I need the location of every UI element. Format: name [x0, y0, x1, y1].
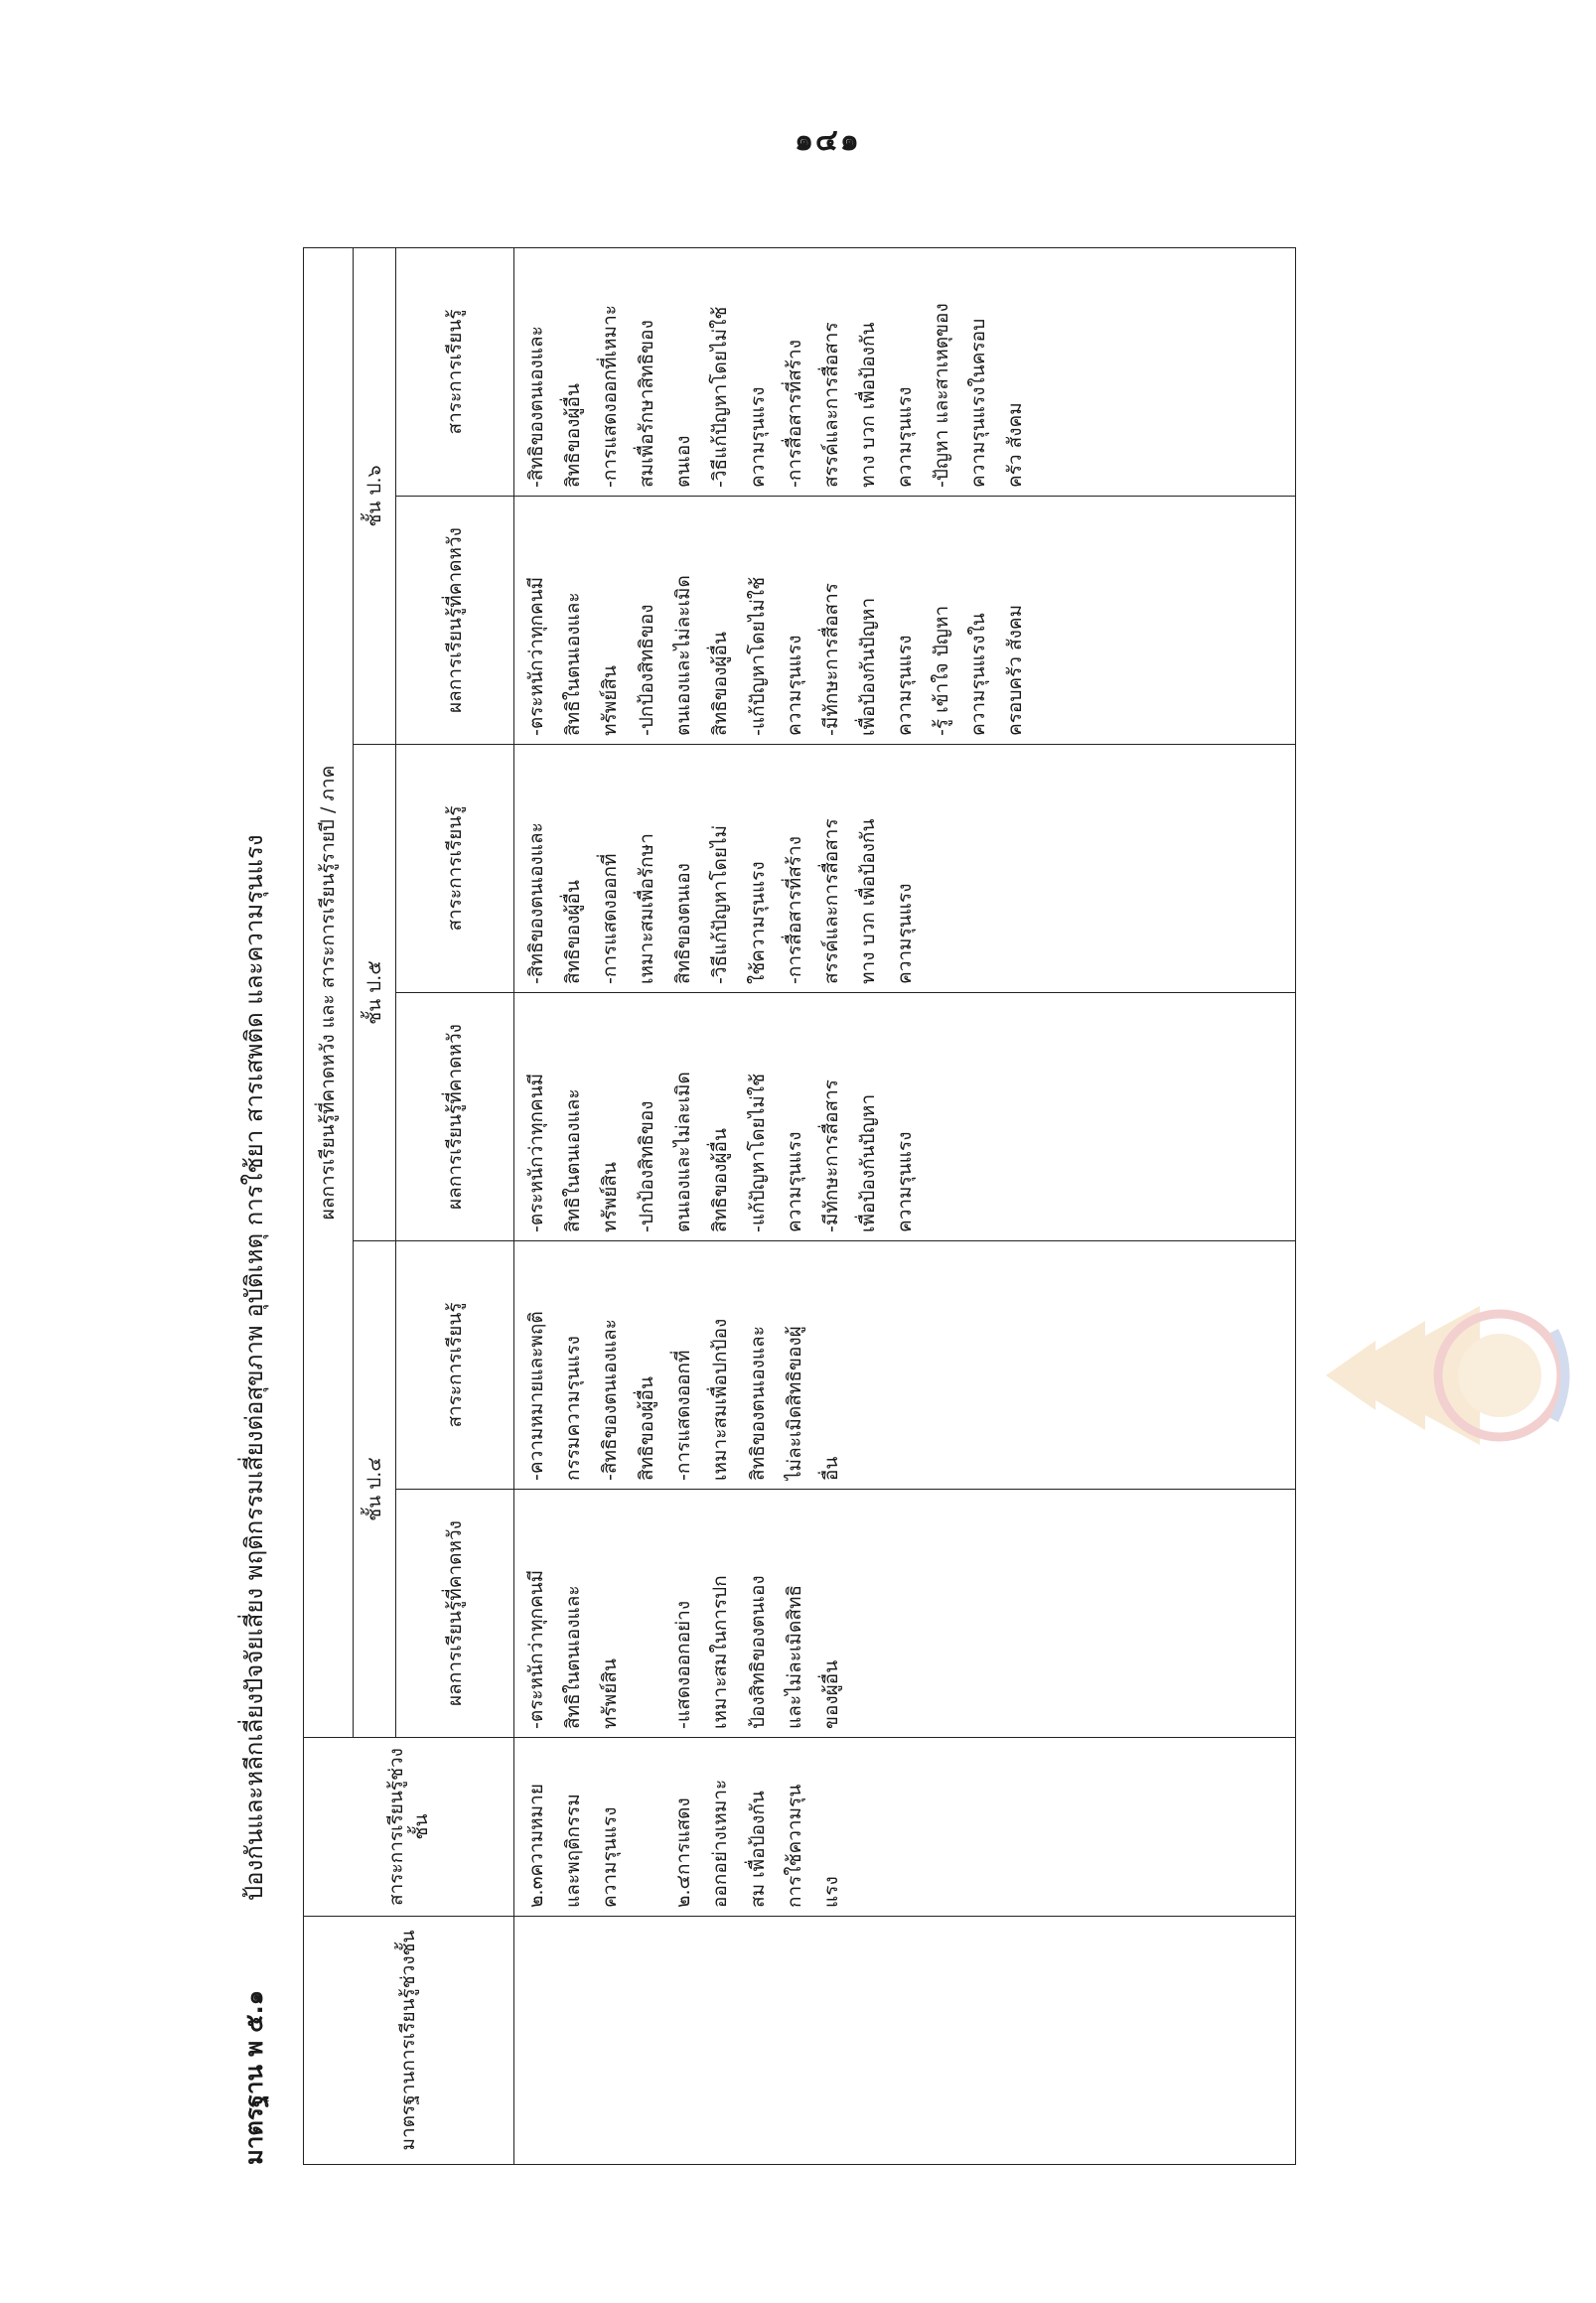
cell-line: ครอบครัว สังคม — [1003, 604, 1026, 736]
cell-line: -วิธีแก้ปัญหาโดยไม่ใช้ — [709, 306, 732, 488]
cell-line: สิทธิของตนเอง — [672, 863, 695, 984]
cell-line: เหมาะสมเพื่อรักษา — [636, 833, 658, 984]
header-p6-content: สาระการเรียนรู้ — [396, 247, 514, 496]
cell-line: -ปัญหา และสาเหตุของ — [930, 303, 952, 488]
cell-line: กรรมความรุนแรง — [562, 1336, 585, 1481]
cell-p4-content — [514, 1241, 1296, 1490]
cell-p6-result — [514, 497, 1296, 745]
cell-line — [629, 1498, 665, 1729]
cell-line: ใช้ความรุนแรง — [746, 861, 769, 984]
cell-line: ทรัพย์สิน — [599, 665, 622, 736]
learning-standard-table — [303, 247, 1296, 2165]
cell-line: -วิธีแก้ปัญหาโดยไม่ — [709, 824, 732, 984]
cell-line: ความรุนแรง — [783, 1131, 805, 1232]
cell-line: -การแสดงออกที่ — [672, 1350, 695, 1481]
cell-line: ทรัพย์สิน — [599, 1162, 622, 1232]
cell-line: ของผู้อื่น — [819, 1659, 842, 1729]
cell-line: อื่น — [819, 1456, 842, 1481]
cell-line: -ตระหนักว่าทุกคนมี — [525, 1073, 548, 1232]
cell-line: ไม่ละเมิดสิทธิของผู้ — [783, 1326, 805, 1481]
cell-line: -การแสดงออกที่เหมาะ — [599, 305, 622, 488]
cell-line: -ความหมายและพฤติ — [525, 1311, 548, 1481]
cell-line: ความรุนแรง — [893, 386, 916, 488]
cell-line: สมเพื่อรักษาสิทธิของ — [636, 320, 658, 488]
header-p6-result: ผลการเรียนรู้ที่คาดหวัง — [396, 497, 514, 745]
header-p4-content: สาระการเรียนรู้ — [396, 1241, 514, 1490]
cell-line: -มีทักษะการสื่อสาร — [819, 583, 842, 736]
cell-line: -แสดงออกอย่าง — [672, 1600, 695, 1729]
cell-line: ความรุนแรงใน — [966, 613, 989, 736]
cell-p4-result — [514, 1490, 1296, 1738]
cell-line: ออกอย่างเหมาะ — [709, 1779, 732, 1908]
cell-line: ครัว สังคม — [1003, 402, 1026, 488]
cell-line: -ตระหนักว่าทุกคนมี — [525, 1569, 548, 1729]
cell-line: แรง — [819, 1876, 842, 1908]
cell-line: ๒.๔การแสดง — [672, 1798, 695, 1908]
page-number: ๑๔๑ — [795, 123, 861, 158]
cell-line: สิทธิในตนเองและ — [562, 592, 585, 736]
standard-text: ป้องกันและหลีกเลี่ยงปัจจัยเสี่ยง พฤติกรรมเสี่ยงต่อสุขภาพ อุบัติเหตุ การใช้ยา สารเสพติด และความรุนแรง — [239, 834, 268, 1902]
rotated-page-content — [223, 248, 1316, 2165]
cell-line: -แก้ปัญหาโดยไม่ใช้ — [746, 577, 769, 736]
cell-line: สิทธิของตนเองและ — [746, 1326, 769, 1481]
header-grade-p6: ชั้น ป.๖ — [354, 247, 396, 744]
emblem-watermark-icon — [1316, 1261, 1574, 1490]
cell-line: ตนเองและไม่ละเมิด — [672, 1072, 695, 1232]
cell-line: สิทธิของผู้อื่น — [562, 880, 585, 984]
header-p4-result: ผลการเรียนรู้ที่คาดหวัง — [396, 1490, 514, 1738]
cell-line: ป้องสิทธิของตนเอง — [746, 1575, 769, 1729]
cell-standard — [514, 1917, 1296, 2165]
table-area — [303, 248, 1296, 2165]
header-grade-p5: ชั้น ป.๕ — [354, 745, 396, 1241]
header-p5-content: สาระการเรียนรู้ — [396, 745, 514, 993]
cell-line: -ปกป้องสิทธิของ — [636, 1100, 658, 1232]
cell-line: -รู้ เข้าใจ ปัญหา — [930, 605, 952, 736]
header-standard: มาตรฐานการเรียนรู้ช่วงชั้น — [304, 1917, 514, 2165]
cell-line: ความรุนแรง — [746, 386, 769, 488]
standard-code: มาตรฐาน พ ๕.๑ — [239, 1990, 268, 2165]
cell-line: -การแสดงออกที่ — [599, 853, 622, 984]
header-p5-result: ผลการเรียนรู้ที่คาดหวัง — [396, 993, 514, 1241]
cell-line: -ตระหนักว่าทุกคนมี — [525, 576, 548, 736]
cell-line: การใช้ความรุน — [783, 1784, 805, 1908]
cell-p5-content — [514, 745, 1296, 993]
cell-line: ความรุนแรง — [893, 635, 916, 736]
cell-line: -สิทธิของตนเองและ — [525, 326, 548, 488]
cell-line: และพฤติกรรม — [562, 1794, 585, 1908]
cell-line: ความรุนแรงในครอบ — [966, 318, 989, 488]
cell-line: ทรัพย์สิน — [599, 1658, 622, 1729]
cell-line: สิทธิของผู้อื่น — [709, 1128, 732, 1232]
cell-line: ตนเอง — [672, 435, 695, 488]
cell-line: สรรค์และการสื่อสาร — [819, 322, 842, 488]
header-results-group: ผลการเรียนรู้ที่คาดหวัง และ สาระการเรียนรู้รายปี / ภาค — [304, 247, 354, 1737]
cell-line: สิทธิของผู้อื่น — [709, 632, 732, 736]
cell-line: สิทธิของผู้อื่น — [562, 383, 585, 488]
header-grade-p4: ชั้น ป.๔ — [354, 1241, 396, 1738]
cell-p5-result — [514, 993, 1296, 1241]
cell-line: ทาง บวก เพื่อป้องกัน — [856, 322, 879, 488]
page-heading — [223, 248, 283, 2165]
cell-line: ตนเองและไม่ละเมิด — [672, 575, 695, 736]
cell-line: ความรุนแรง — [599, 1806, 622, 1908]
cell-line: ทาง บวก เพื่อป้องกัน — [856, 818, 879, 984]
cell-line: สิทธิในตนเองและ — [562, 1585, 585, 1729]
cell-line: ความรุนแรง — [893, 1131, 916, 1232]
cell-line: -สิทธิของตนเองและ — [525, 822, 548, 984]
cell-line: สิทธิในตนเองและ — [562, 1088, 585, 1232]
cell-line: เหมาะสมเพื่อปกป้อง — [709, 1318, 732, 1481]
table-row — [514, 247, 1296, 2164]
cell-line: -สิทธิของตนเองและ — [599, 1319, 622, 1481]
cell-line: -การสื่อสารที่สร้าง — [783, 340, 805, 488]
header-content-range: สาระการเรียนรู้ช่วงชั้น — [304, 1738, 514, 1917]
cell-line: ความรุนแรง — [893, 883, 916, 984]
cell-line: สิทธิของผู้อื่น — [636, 1376, 658, 1481]
cell-line: และไม่ละเมิดสิทธิ — [783, 1584, 805, 1729]
cell-p6-content — [514, 247, 1296, 496]
cell-line — [629, 1746, 665, 1908]
cell-line: -การสื่อสารที่สร้าง — [783, 836, 805, 984]
cell-line: -มีทักษะการสื่อสาร — [819, 1080, 842, 1232]
cell-line: เพื่อป้องกันปัญหา — [856, 597, 879, 736]
cell-line: สรรค์และการสื่อสาร — [819, 818, 842, 984]
cell-line: เหมาะสมในการปก — [709, 1575, 732, 1729]
cell-line: -ปกป้องสิทธิของ — [636, 604, 658, 736]
cell-line: ๒.๓ความหมาย — [525, 1784, 548, 1908]
cell-line: เพื่อป้องกันปัญหา — [856, 1093, 879, 1232]
cell-line: -แก้ปัญหาโดยไม่ใช้ — [746, 1074, 769, 1232]
cell-line: สม เพื่อป้องกัน — [746, 1791, 769, 1908]
cell-line: ความรุนแรง — [783, 635, 805, 736]
cell-content-range — [514, 1738, 1296, 1917]
